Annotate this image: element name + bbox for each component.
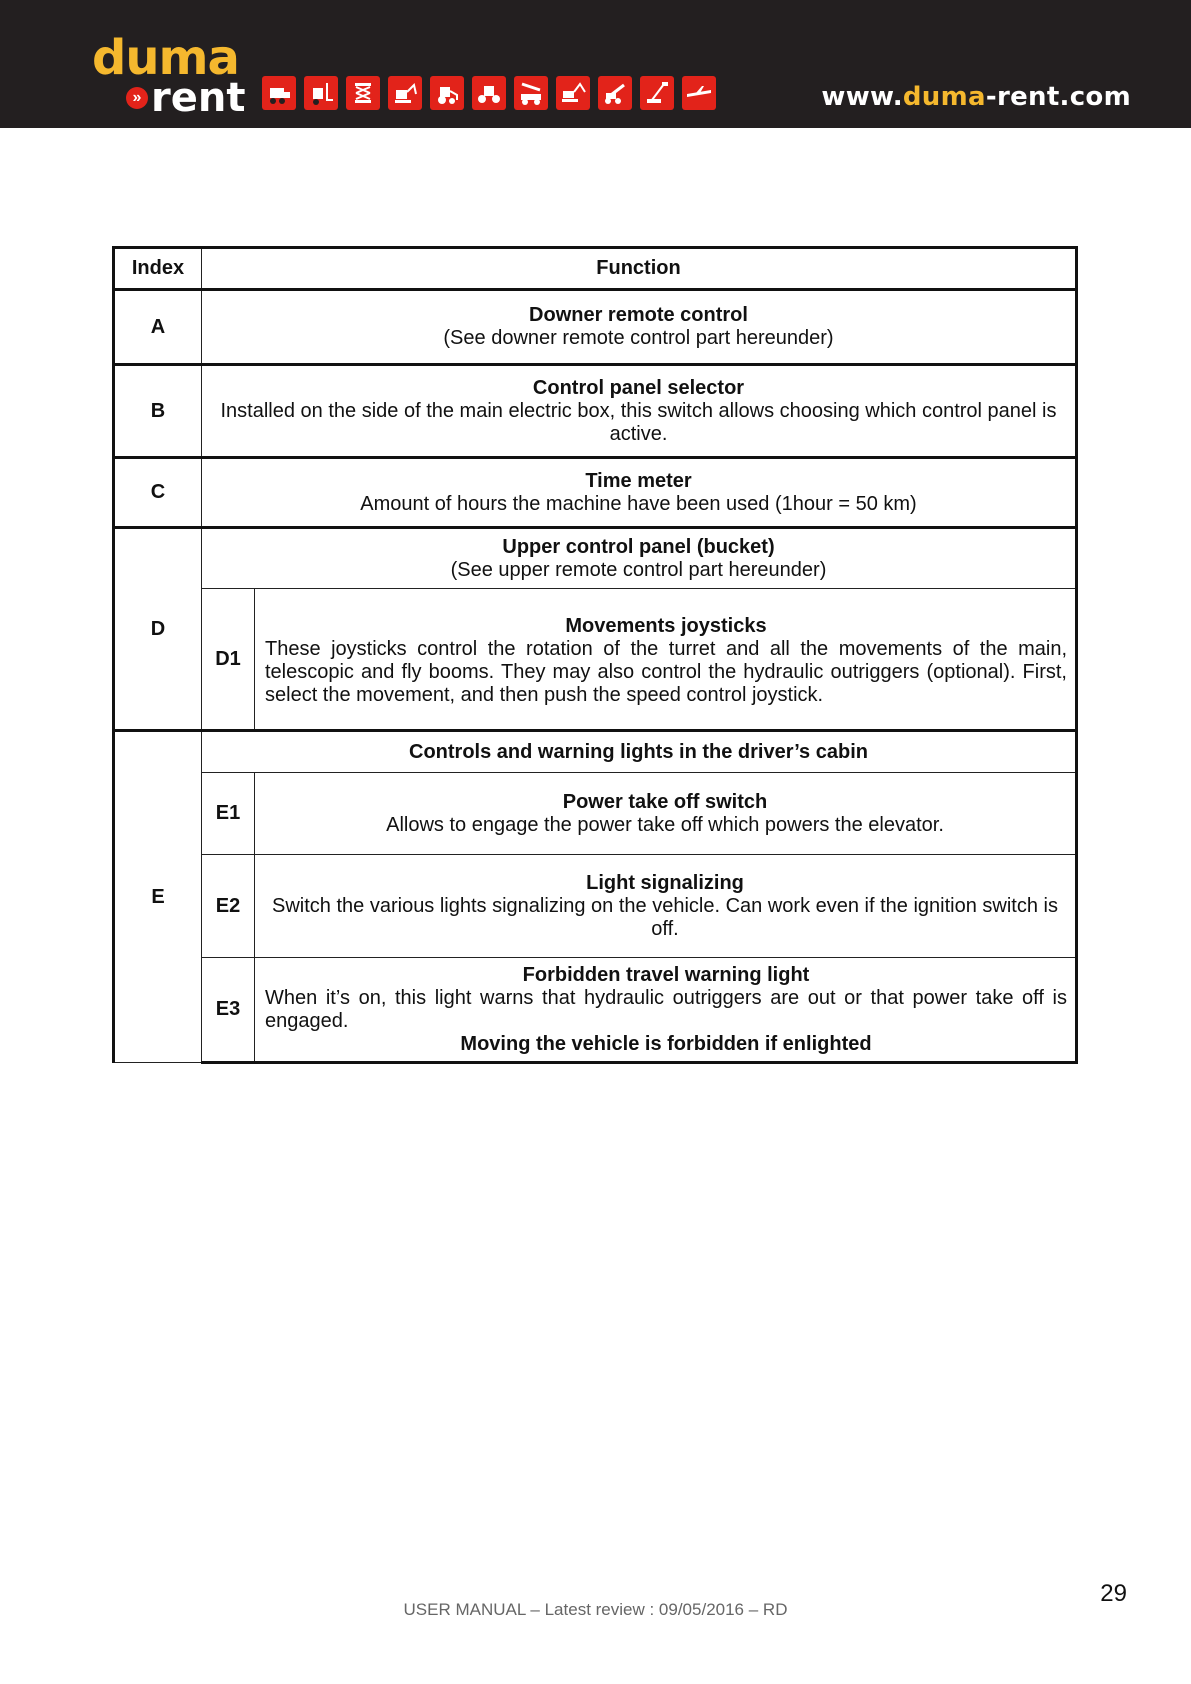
- table-row-b: [114, 365, 1077, 458]
- website-url[interactable]: www.duma-rent.com: [821, 82, 1131, 112]
- row-index: E: [114, 731, 202, 1063]
- duma-rent-logo: [92, 30, 246, 121]
- row-index: A: [114, 290, 202, 365]
- logo-arrow-icon: »: [126, 87, 148, 109]
- machine-icons-strip: [262, 76, 716, 110]
- function-text: Allows to engage the power take off which powers the elevator.: [386, 813, 944, 836]
- loader-icon: [430, 76, 464, 110]
- function-cell: [202, 528, 1077, 589]
- function-text: When it’s on, this light warns that hydraulic outriggers are out or that power take off is engaged.: [265, 986, 1067, 1032]
- sub-index: E1: [202, 773, 255, 855]
- function-cell: [255, 589, 1077, 731]
- function-title: Control panel selector: [532, 376, 745, 399]
- function-cell: [255, 773, 1077, 855]
- sub-index: D1: [202, 589, 255, 731]
- table-row-e2: [114, 855, 1077, 958]
- sub-index: E3: [202, 958, 255, 1063]
- boom-lift-icon: [640, 76, 674, 110]
- function-text: Installed on the side of the main electric box, this switch allows choosing which control panel is active.: [220, 399, 1057, 445]
- scissor-lift-icon: [346, 76, 380, 110]
- function-title: Time meter: [585, 469, 692, 492]
- logo-rent-text: rent: [151, 75, 246, 121]
- table-row-a: [114, 290, 1077, 365]
- telehandler-icon: [598, 76, 632, 110]
- function-title: Downer remote control: [529, 304, 748, 326]
- row-index: B: [114, 365, 202, 458]
- warning-text: Moving the vehicle is forbidden if enlighted: [460, 1032, 872, 1055]
- row-index: D: [114, 528, 202, 731]
- function-title: Power take off switch: [562, 790, 768, 813]
- crane-truck-icon: [514, 76, 548, 110]
- table-row-e3: [114, 958, 1077, 1063]
- controls-function-table: [112, 246, 1078, 1064]
- function-column-header: Function: [202, 248, 1077, 290]
- table-row-e1: [114, 773, 1077, 855]
- function-cell: [255, 958, 1077, 1063]
- function-text: Switch the various lights signalizing on the vehicle. Can work even if the ignition switch is off.: [272, 894, 1058, 940]
- excavator-icon: [556, 76, 590, 110]
- table-row-c: [114, 458, 1077, 528]
- function-text: These joysticks control the rotation of the turret and all the movements of the main, telescopic and fly booms. They may also control the hydraulic outriggers (optional). First, select the movement, and then push the speed control joystick.: [265, 638, 1067, 706]
- function-title: Forbidden travel warning light: [522, 963, 810, 986]
- table-header-row: [114, 248, 1077, 290]
- logo-duma-text: duma: [92, 30, 239, 86]
- function-cell: [202, 290, 1077, 365]
- section-title: Controls and warning lights in the driver’s cabin: [202, 731, 1077, 773]
- mini-excavator-icon: [388, 76, 422, 110]
- footer-review-text: USER MANUAL – Latest review : 09/05/2016 – RD: [403, 1600, 788, 1619]
- skid-steer-icon: [262, 76, 296, 110]
- index-column-header: Index: [114, 248, 202, 290]
- plane-icon: [682, 76, 716, 110]
- page-number: 29: [1100, 1580, 1127, 1607]
- function-title: Movements joysticks: [565, 615, 767, 637]
- function-text: Amount of hours the machine have been used (1hour = 50 km): [360, 492, 917, 515]
- function-cell: [202, 365, 1077, 458]
- function-cell: [255, 855, 1077, 958]
- sub-index: E2: [202, 855, 255, 958]
- page-header: [0, 0, 1191, 128]
- function-text: (See downer remote control part hereunder): [443, 327, 834, 349]
- roller-icon: [472, 76, 506, 110]
- function-cell: [202, 458, 1077, 528]
- function-title: Upper control panel (bucket): [502, 535, 775, 558]
- function-title: Light signalizing: [586, 871, 744, 894]
- function-text: (See upper remote control part hereunder): [450, 558, 827, 581]
- table-row-e: [114, 731, 1077, 773]
- forklift-icon: [304, 76, 338, 110]
- table-row-d1: [114, 589, 1077, 731]
- table-row-d: [114, 528, 1077, 589]
- row-index: C: [114, 458, 202, 528]
